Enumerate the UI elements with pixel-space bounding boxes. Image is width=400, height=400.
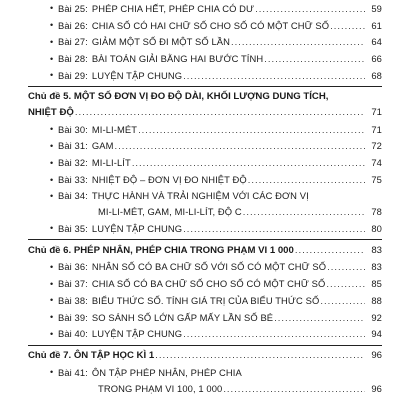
page-number: 66 [371,53,382,65]
page-number: 88 [371,294,382,306]
bullet-icon: • [50,312,54,323]
bullet-icon: • [50,328,54,339]
toc-lesson-36[interactable] [0,258,400,275]
toc-lesson-39[interactable] [0,309,400,326]
dot-leader [320,295,365,306]
page-number: 68 [371,69,382,81]
page-number: 92 [371,311,382,323]
page-number: 80 [371,222,382,234]
page-number: 74 [371,157,382,169]
lesson-title: BÀI TOÁN GIẢI BẰNG HAI BƯỚC TÍNH [91,53,264,65]
lesson-title: CHIA SỐ CÓ BA CHỮ SỐ CHO SỐ CÓ MỘT CHỮ SỐ [91,278,326,290]
bullet-icon: • [50,367,54,378]
toc-lesson-27[interactable] [0,34,400,51]
toc-chapter-6[interactable] [0,242,400,259]
toc-chapter-5[interactable] [0,89,400,121]
chapter-title: Chủ đề 6. PHÉP NHÂN, PHÉP CHIA TRONG PHẠM VI 1 000 [28,244,294,256]
section-divider [28,345,382,346]
lesson-number: Bài 25: [58,2,88,14]
lesson-title: GIẢM MỘT SỐ ĐI MỘT SỐ LẦN [91,36,230,48]
toc-chapter-7[interactable] [0,347,400,364]
toc-lesson-38[interactable] [0,292,400,309]
lesson-title: LUYỆN TẬP CHUNG [91,328,183,340]
toc-lesson-30[interactable] [0,121,400,138]
lesson-number: Bài 27: [58,36,88,48]
dot-leader [115,140,365,151]
dot-leader [255,3,365,14]
dot-leader [75,107,365,118]
toc-lesson-41[interactable] [0,364,400,396]
chapter-title: Chủ đề 5. MỘT SỐ ĐƠN VỊ ĐO ĐỘ DÀI, KHỐI LƯỢNG DUNG TÍCH, [28,91,329,103]
dot-leader [326,278,365,289]
toc-lesson-25[interactable] [0,0,400,17]
chapter-title-continued: NHIỆT ĐỘ [28,107,74,119]
toc-lesson-34[interactable] [0,188,400,220]
dot-leader [330,20,365,31]
dot-leader [223,383,365,394]
lesson-number: Bài 32: [58,157,88,169]
section-divider [28,239,382,240]
toc-lesson-31[interactable] [0,138,400,155]
bullet-icon: • [50,36,54,47]
lesson-title: LUYỆN TẬP CHUNG [91,69,183,81]
bullet-icon: • [50,278,54,289]
toc-lesson-35[interactable] [0,220,400,237]
page-number: 96 [371,382,382,394]
bullet-icon: • [50,140,54,151]
toc-lesson-40[interactable] [0,326,400,343]
dot-leader [248,174,365,185]
lesson-number: Bài 29: [58,69,88,81]
page-number: 72 [371,140,382,152]
lesson-number: Bài 30: [58,123,88,135]
page-number: 94 [371,328,382,340]
bullet-icon: • [50,190,54,201]
toc-lesson-26[interactable] [0,17,400,34]
page-number: 71 [371,107,382,119]
bullet-icon: • [50,261,54,272]
lesson-title-continued: TRONG PHẠM VI 100, 1 000 [98,382,223,394]
lesson-title: NHIỆT ĐỘ – ĐƠN VỊ ĐO NHIỆT ĐỘ [91,174,247,186]
toc-lesson-28[interactable] [0,50,400,67]
bullet-icon: • [50,53,54,64]
page-number: 96 [371,350,382,362]
lesson-title-continued: MI-LI-MÉT, GAM, MI-LI-LÍT, ĐỘ C [98,206,242,218]
lesson-title: ÔN TẬP PHÉP NHÂN, PHÉP CHIA [91,366,242,378]
dot-leader [132,157,365,168]
bullet-icon: • [50,70,54,81]
lesson-title: THỰC HÀNH VÀ TRẢI NGHIỆM VỚI CÁC ĐƠN VỊ [91,190,309,202]
page-number: 78 [371,206,382,218]
lesson-number: Bài 28: [58,53,88,65]
bullet-icon: • [50,174,54,185]
dot-leader [231,36,365,47]
lesson-number: Bài 26: [58,19,88,31]
lesson-title: CHIA SỐ CÓ HAI CHỮ SỐ CHO SỐ CÓ MỘT CHỮ SỐ [91,19,330,31]
bullet-icon: • [50,157,54,168]
dot-leader [243,206,365,217]
lesson-number: Bài 36: [58,261,88,273]
dot-leader [183,70,365,81]
lesson-title: GAM [91,140,114,152]
toc-lesson-29[interactable] [0,67,400,84]
lesson-number: Bài 37: [58,278,88,290]
bullet-icon: • [50,295,54,306]
lesson-number: Bài 35: [58,222,88,234]
lesson-number: Bài 33: [58,174,88,186]
dot-leader [327,261,365,272]
page-number: 83 [371,261,382,273]
page-number: 61 [371,19,382,31]
lesson-title: PHÉP CHIA HẾT, PHÉP CHIA CÓ DƯ [91,2,255,14]
bullet-icon: • [50,223,54,234]
page-number: 71 [371,123,382,135]
bullet-icon: • [50,3,54,14]
dot-leader [274,312,365,323]
bullet-icon: • [50,124,54,135]
lesson-number: Bài 31: [58,140,88,152]
toc-lesson-32[interactable] [0,154,400,171]
toc-lesson-33[interactable] [0,171,400,188]
dot-leader [155,350,365,361]
bullet-icon: • [50,20,54,31]
lesson-title: SO SÁNH SỐ LỚN GẤP MẤY LẦN SỐ BÉ [91,311,274,323]
dot-leader [264,53,365,64]
dot-leader [183,328,365,339]
lesson-title: MI-LI-LÍT [91,157,131,169]
lesson-title: MI-LI-MÉT [91,123,138,135]
chapter-title: Chủ đề 7. ÔN TẬP HỌC KÌ 1 [28,350,155,362]
dot-leader [183,223,365,234]
lesson-number: Bài 34: [58,190,88,202]
lesson-title: LUYỆN TẬP CHUNG [91,222,183,234]
dot-leader [138,124,365,135]
section-divider [28,86,382,87]
page-number: 59 [371,2,382,14]
page-number: 75 [371,174,382,186]
page-number: 64 [371,36,382,48]
lesson-number: Bài 38: [58,294,88,306]
lesson-title: NHÂN SỐ CÓ BA CHỮ SỐ VỚI SỐ CÓ MỘT CHỮ SỐ [91,261,327,273]
lesson-number: Bài 41: [58,366,88,378]
lesson-title: BIỂU THỨC SỐ. TÍNH GIÁ TRỊ CỦA BIỂU THỨC SỐ [91,294,320,306]
lesson-number: Bài 40: [58,328,88,340]
page-number: 83 [371,244,382,256]
dot-leader [295,245,365,256]
toc-lesson-37[interactable] [0,275,400,292]
page-number: 85 [371,278,382,290]
lesson-number: Bài 39: [58,311,88,323]
